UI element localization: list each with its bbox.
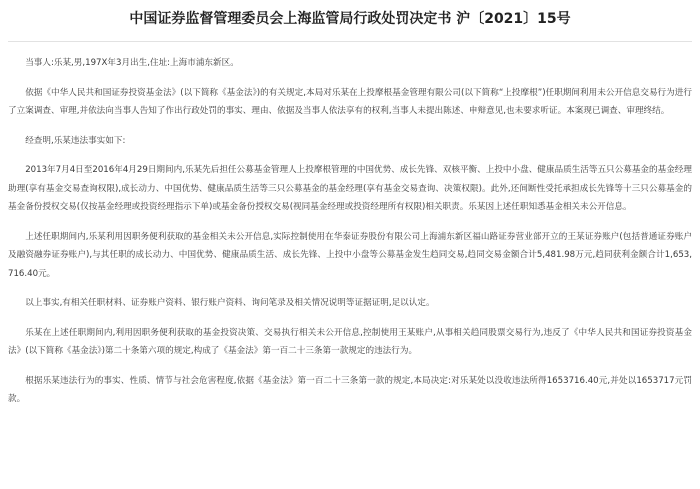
- paragraph-findings-intro: 经查明,乐某违法事实如下:: [25, 135, 126, 146]
- document-title: 中国证券监督管理委员会上海监管局行政处罚决定书 沪〔2021〕15号: [129, 11, 571, 27]
- paragraph-positions: 2013年7月4日至2016年4月29日期间内,乐某先后担任公募基金管理人上投摩根管理的中国优势、成长先锋、双核平衡、上投中小盘、健康品质生活等五只公募基金的基金经理助理(享有基金交易查询权限),成长动力、中国优势、健康品质生活等三只公募基金的基金经理(享有基金交易查询、决策权限)。此外,还间断性受托承担成长先锋等十三只公募基金的基金备份授权交易(仅按基金经理或投资经理指示下单)或基金备份授权交易(视同基金经理或投资经理所有权限)相关职责。乐某因上述任职知悉基金相关未公开信息。: [8, 165, 692, 212]
- paragraph-decision: 根据乐某违法行为的事实、性质、情节与社会危害程度,依据《基金法》第一百二十三条第一款的规定,本局决定:对乐某处以没收违法所得1653716.40元,并处以1653717元罚款。: [8, 375, 692, 404]
- paragraph-party: 当事人:乐某,男,197X年3月出生,住址:上海市浦东新区。: [25, 58, 239, 68]
- paragraph-evidence: 以上事实,有相关任职材料、证券账户资料、银行账户资料、询问笔录及相关情况说明等证据证明,足以认定。: [25, 298, 435, 308]
- title-divider: [8, 41, 692, 42]
- paragraph-basis: 依据《中华人民共和国证券投资基金法》(以下简称《基金法》)的有关规定,本局对乐某在上投摩根基金管理有限公司(以下简称“上投摩根”)任职期间利用未公开信息交易行为进行了立案调查、审理,并依法向当事人告知了作出行政处罚的事实、理由、依据及当事人依法享有的权利,当事人未提出陈述、申辩意见,也未要求听证。本案现已调查、审理终结。: [8, 87, 692, 116]
- paragraph-trading: 上述任职期间内,乐某利用因职务便利获取的基金相关未公开信息,实际控制使用在华泰证券股份有限公司上海浦东新区福山路证券营业部开立的王某证券账户(包括普通证券账户及融资融券证券账户),与其任职的成长动力、中国优势、健康品质生活、成长先锋、上投中小盘等公募基金发生趋同交易,趋同交易金额合计5,481.98万元,趋同获利金额合计1,653,716.40元。: [8, 231, 692, 279]
- document-body: [8, 54, 692, 409]
- paragraph-violation: 乐某在上述任职期间内,利用因职务便利获取的基金投资决策、交易执行相关未公开信息,控制使用王某账户,从事相关趋同股票交易行为,违反了《中华人民共和国证券投资基金法》(以下简称《基金法》)第二十条第六项的规定,构成了《基金法》第一百二十三条第一款规定的违法行为。: [8, 327, 692, 356]
